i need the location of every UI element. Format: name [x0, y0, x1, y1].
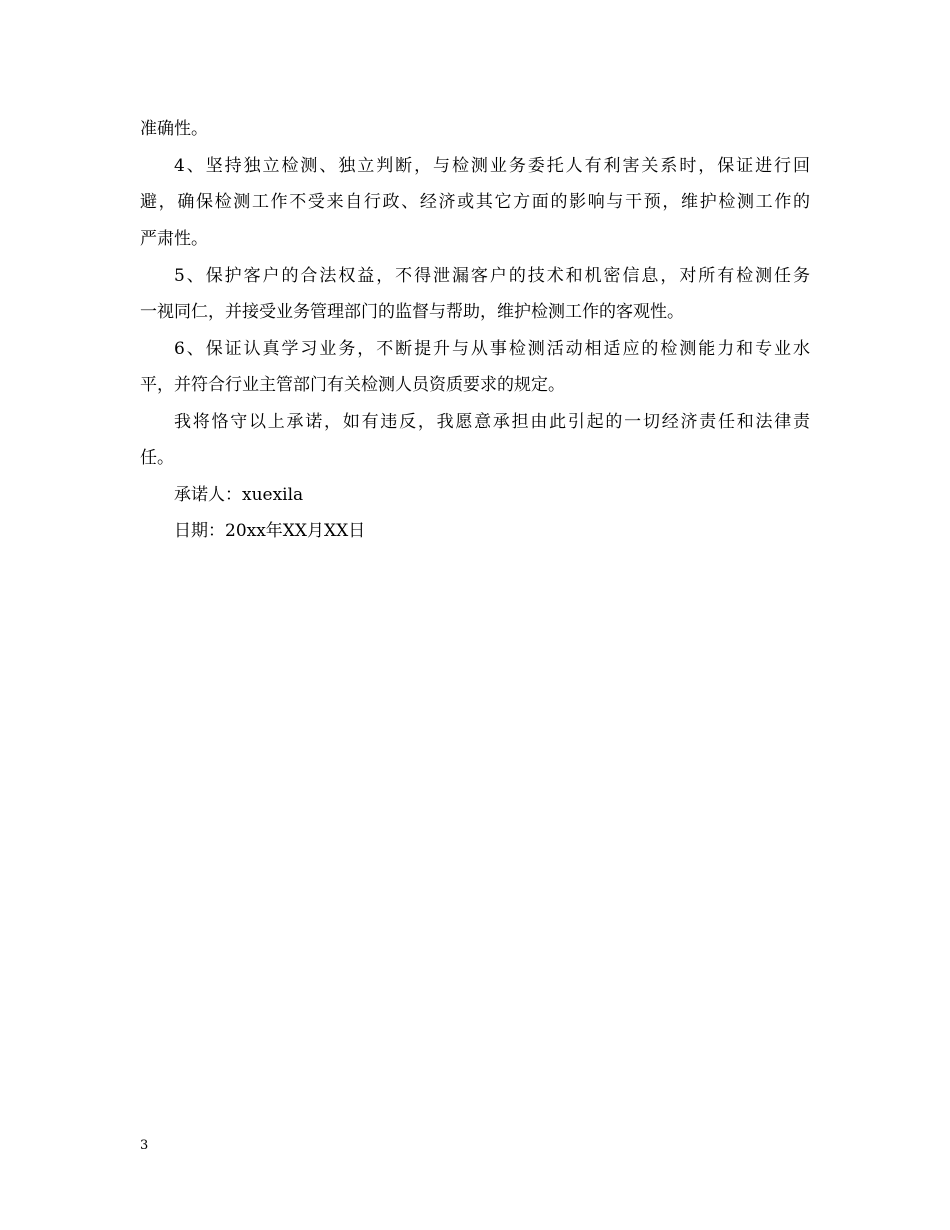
paragraph-line: 4、坚持独立检测、独立判断，与检测业务委托人有利害关系时，保证进行回: [174, 156, 810, 176]
page-number: 3: [140, 1138, 149, 1153]
signatory-line: 承诺人：xuexila: [174, 485, 304, 505]
paragraph-line: 准确性。: [140, 119, 208, 139]
paragraph-line: 平，并符合行业主管部门有关检测人员资质要求的规定。: [140, 375, 565, 395]
paragraph-line: 避，确保检测工作不受来自行政、经济或其它方面的影响与干预，维护检测工作的: [140, 192, 810, 212]
paragraph-line: 一视同仁，并接受业务管理部门的监督与帮助，维护检测工作的客观性。: [140, 302, 684, 322]
paragraph-line: 我将恪守以上承诺，如有违反，我愿意承担由此引起的一切经济责任和法律责: [174, 412, 810, 432]
paragraph-line: 严肃性。: [140, 229, 208, 249]
date-line: 日期：20xx年XX月XX日: [174, 521, 366, 541]
paragraph-line: 6、保证认真学习业务，不断提升与从事检测活动相适应的检测能力和专业水: [174, 339, 810, 359]
paragraph-line: 5、保护客户的合法权益，不得泄漏客户的技术和机密信息，对所有检测任务: [174, 266, 810, 286]
paragraph-line: 任。: [140, 448, 174, 468]
